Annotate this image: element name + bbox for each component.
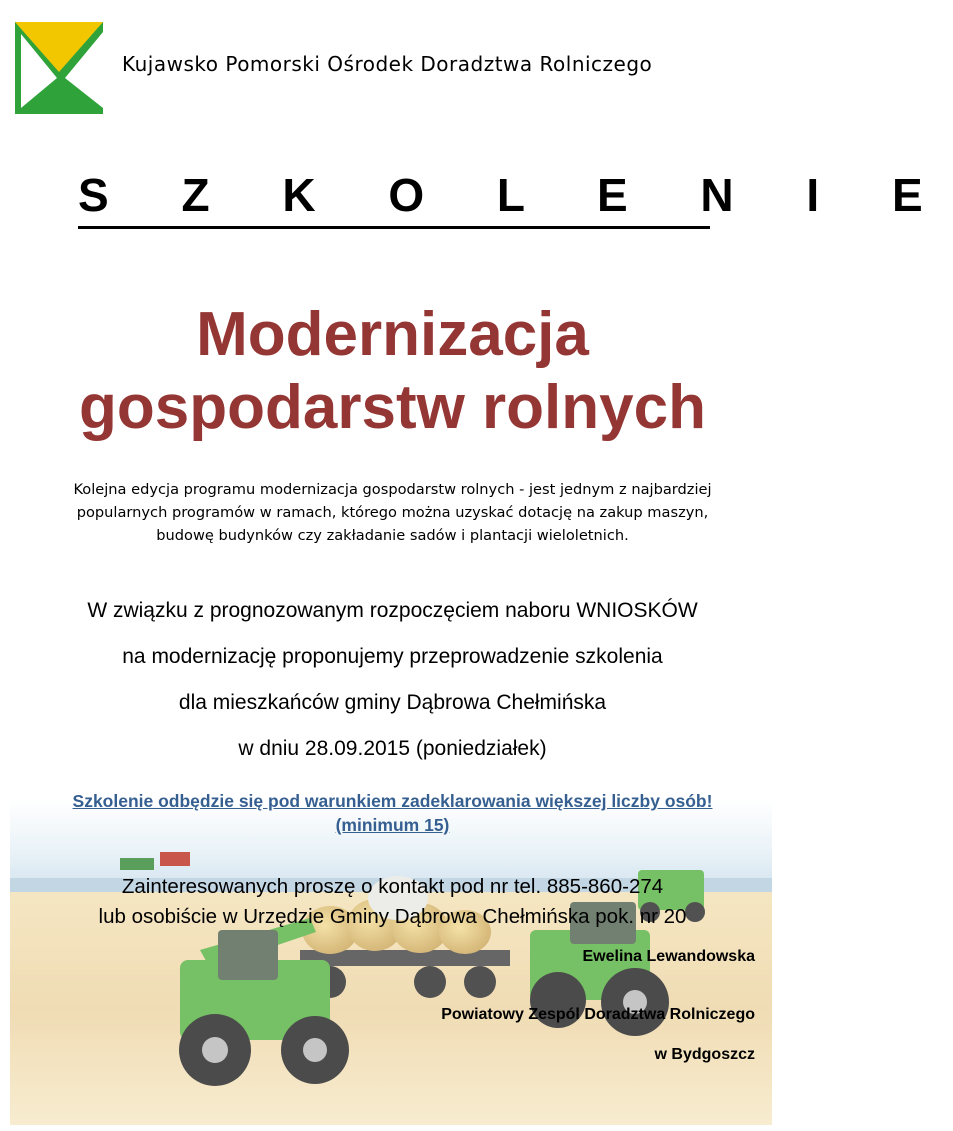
notice-line-1: Szkolenie odbędzie się pod warunkiem zadeklarowania większej liczby osób! xyxy=(72,791,713,811)
announcement-paragraph xyxy=(0,588,785,772)
title-line-1: Modernizacja xyxy=(196,300,589,369)
intro-paragraph xyxy=(20,478,765,547)
signature-office: Powiatowy Zespól Doradztwa Rolniczego xyxy=(441,1006,755,1023)
contact-phone-line: Zainteresowanych proszę o kontakt pod nr tel. 885-860-274 xyxy=(121,875,664,898)
signature-city: w Bydgoszcz xyxy=(654,1046,755,1063)
announcement-line-2: na modernizację proponujemy przeprowadzenie szkolenia xyxy=(122,645,663,668)
page-title xyxy=(0,298,785,444)
organization-name: Kujawsko Pomorski Ośrodek Doradztwa Rolniczego xyxy=(122,52,653,76)
contact-office-line: lub osobiście w Urzędzie Gminy Dąbrowa Chełmińska pok. nr 20 xyxy=(98,905,687,928)
signature-name: Ewelina Lewandowska xyxy=(582,948,755,965)
notice-line-2: (minimum 15) xyxy=(335,815,450,835)
contact-info xyxy=(0,872,785,932)
announcement-date: w dniu 28.09.2015 (poniedziałek) xyxy=(238,737,547,760)
title-line-2: gospodarstw rolnych xyxy=(79,373,706,442)
announcement-line-1: W związku z prognozowanym rozpoczęciem naboru WNIOSKÓW xyxy=(87,599,698,622)
announcement-line-3: dla mieszkańców gminy Dąbrowa Chełmińska xyxy=(178,691,607,714)
kpodr-logo-icon xyxy=(15,22,103,114)
headline-szkolenie: S Z K O L E N I E xyxy=(78,170,710,229)
participation-notice xyxy=(0,789,785,837)
intro-line-2: popularnych programów w ramach, którego można uzyskać dotację na zakup maszyn, xyxy=(76,504,709,521)
intro-line-1: Kolejna edycja programu modernizacja gospodarstw rolnych - jest jednym z najbardziej xyxy=(73,481,712,498)
intro-line-3: budowę budynków czy zakładanie sadów i plantacji wieloletnich. xyxy=(156,527,629,544)
